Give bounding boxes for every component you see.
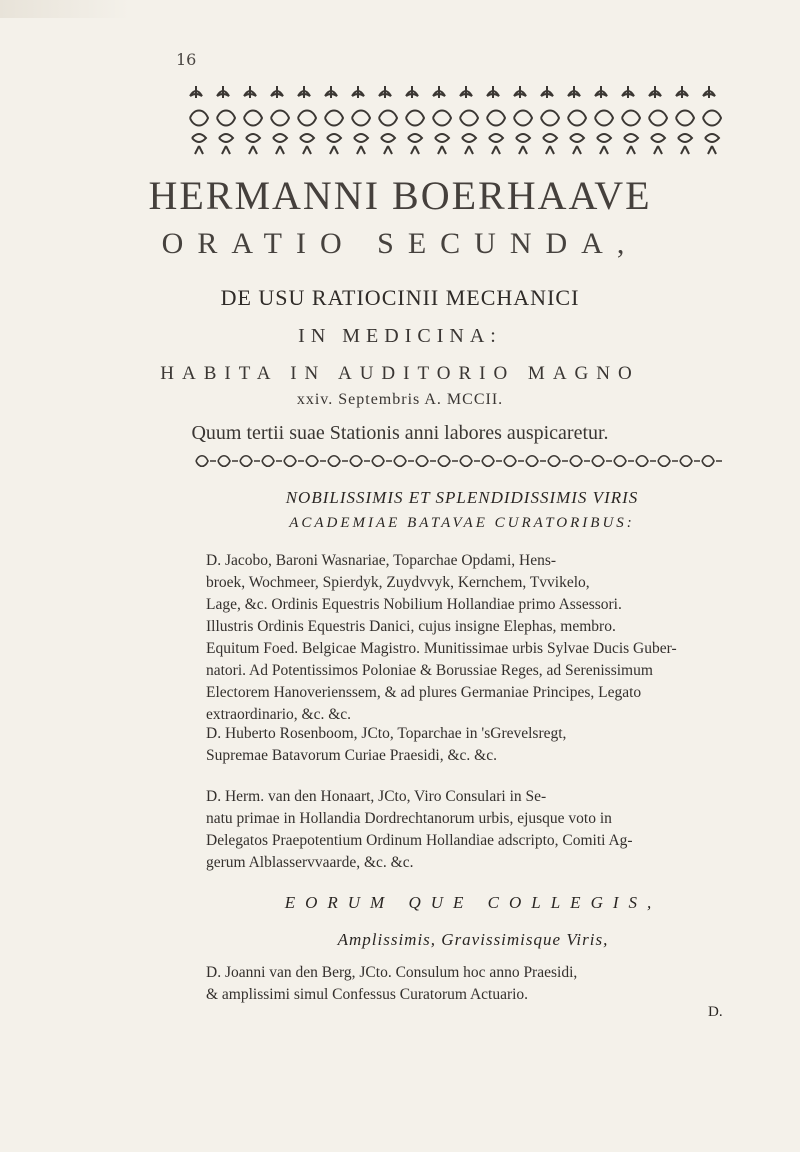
ornament-scroll (703, 111, 721, 126)
divider-motif (394, 456, 414, 467)
divider-motif (592, 456, 612, 467)
ornament-tick (492, 146, 500, 154)
ornament-sprig (514, 86, 526, 98)
ornament-loop (273, 134, 287, 142)
divider-motif (416, 456, 436, 467)
ornament-loop (246, 134, 260, 142)
divider-motif (636, 456, 656, 467)
ornament-scroll (217, 111, 235, 126)
divider-motif (262, 456, 282, 467)
ornament-scroll (190, 111, 208, 126)
dedication-heading: NOBILISSIMIS ET SPLENDIDISSIMIS VIRIS (285, 488, 639, 507)
ornament-sprig (190, 86, 202, 98)
divider-motif (372, 456, 392, 467)
ornament-scroll (460, 111, 478, 126)
ornament-tick (600, 146, 608, 154)
divider-motif (702, 456, 722, 467)
ornament-tick (654, 146, 662, 154)
title-in-medicina: IN MEDICINA: (298, 325, 502, 347)
ornament-tick (708, 146, 716, 154)
date-line: xxiv. Septembris A. MCCII. (296, 391, 504, 408)
ornament-tick (276, 146, 284, 154)
ornament-scroll (514, 111, 532, 126)
ornament-scroll (568, 111, 586, 126)
divider-motif (680, 456, 700, 467)
ornament-loop (192, 134, 206, 142)
dedicatee-paragraph-4 (206, 962, 740, 1006)
ornament-loop (516, 134, 530, 142)
ornament-sprig (487, 86, 499, 98)
ornament-sprig (622, 86, 634, 98)
ornament-scroll (433, 111, 451, 126)
ornament-tick (195, 146, 203, 154)
amplissimis-heading: Amplissimis, Gravissimisque Viris, (337, 930, 609, 949)
text-line: extraordinario, &c. &c. (206, 706, 352, 723)
ornament-scroll (298, 111, 316, 126)
ornament-tick (465, 146, 473, 154)
ornament-loop (489, 134, 503, 142)
title-oratio: ORATIO SECUNDA, (161, 227, 639, 260)
divider-motif (658, 456, 678, 467)
text-line: D. Herm. van den Honaart, JCto, Viro Consulari in Se- (206, 788, 547, 805)
divider-motif (548, 456, 568, 467)
divider-motif (504, 456, 524, 467)
catchword: D. (708, 1004, 723, 1020)
ornament-sprig (595, 86, 607, 98)
ornament-loop (543, 134, 557, 142)
ornament-sprig (217, 86, 229, 98)
dedicatee-paragraph-3 (206, 786, 740, 874)
dedicatee-paragraph-1 (206, 550, 740, 726)
text-line: Illustris Ordinis Equestris Danici, cujus insigne Elephas, membro. (206, 618, 616, 635)
ornament-sprig (271, 86, 283, 98)
ornament-scroll (622, 111, 640, 126)
text-line: & amplissimi simul Confessus Curatorum Actuario. (206, 986, 529, 1003)
title-author: HERMANNI BOERHAAVE (148, 173, 652, 218)
ornament-sprig (379, 86, 391, 98)
ornament-loop (327, 134, 341, 142)
text-line: gerum Alblasservvaarde, &c. &c. (206, 854, 414, 871)
ornament-scroll (676, 111, 694, 126)
ornament-tick (330, 146, 338, 154)
ornament-tick (573, 146, 581, 154)
ornament-loop (462, 134, 476, 142)
ornament-tick (222, 146, 230, 154)
ornament-loop (381, 134, 395, 142)
divider-motif (240, 456, 260, 467)
ornament-sprig (460, 86, 472, 98)
title-subject: DE USU RATIOCINII MECHANICI (220, 285, 580, 310)
divider-motif (438, 456, 458, 467)
occasion-line: Quum tertii suae Stationis anni labores auspicaretur. (191, 422, 609, 444)
eorum-heading: EORUM QUE COLLEGIS, (284, 893, 662, 912)
ornament-loop (300, 134, 314, 142)
ornament-tick (303, 146, 311, 154)
divider-motif (570, 456, 590, 467)
divider-motif (284, 456, 304, 467)
ornament-loop (354, 134, 368, 142)
ornament-sprig (649, 86, 661, 98)
dedication-subheading: ACADEMIAE BATAVAE CURATORIBUS: (289, 515, 635, 531)
ornament-header-band (184, 78, 730, 158)
ornament-sprig (433, 86, 445, 98)
ornament-scroll (271, 111, 289, 126)
text-line: Lage, &c. Ordinis Equestris Nobilium Hollandiae primo Assessori. (206, 596, 622, 613)
ornament-tick (384, 146, 392, 154)
ornament-sprig (352, 86, 364, 98)
ornament-tick (627, 146, 635, 154)
ornament-sprig (676, 86, 688, 98)
divider-motif (460, 456, 480, 467)
ornament-scroll (352, 111, 370, 126)
divider-motif (218, 456, 238, 467)
ornament-loop (597, 134, 611, 142)
ornament-tick (411, 146, 419, 154)
divider-motif (482, 456, 502, 467)
text-line: broek, Wochmeer, Spierdyk, Zuydvvyk, Kernchem, Tvvikelo, (206, 574, 590, 591)
ornament-scroll (541, 111, 559, 126)
ornament-scroll (487, 111, 505, 126)
ornament-scroll (244, 111, 262, 126)
ornament-tick (546, 146, 554, 154)
divider-motif (196, 456, 216, 467)
ornament-scroll (595, 111, 613, 126)
text-line: Delegatos Praepotentium Ordinum Hollandiae adscripto, Comiti Ag- (206, 832, 633, 849)
ornament-loop (705, 134, 719, 142)
ornament-divider (192, 452, 730, 470)
ornament-loop (678, 134, 692, 142)
divider-motif (614, 456, 634, 467)
divider-motif (328, 456, 348, 467)
dedicatee-paragraph-2 (206, 723, 740, 767)
ornament-scroll (649, 111, 667, 126)
ornament-sprig (244, 86, 256, 98)
text-line: Equitum Foed. Belgicae Magistro. Munitissimae urbis Sylvae Ducis Guber- (206, 640, 677, 657)
ornament-loop (651, 134, 665, 142)
page-edge-shadow (0, 0, 130, 18)
ornament-sprig (703, 86, 715, 98)
ornament-tick (681, 146, 689, 154)
text-line: Electorem Hanoverienssem, & ad plures Germaniae Principes, Legato (206, 684, 642, 701)
ornament-sprig (568, 86, 580, 98)
habita-line: HABITA IN AUDITORIO MAGNO (160, 363, 640, 384)
ornament-loop (570, 134, 584, 142)
text-line: natu primae in Hollandia Dordrechtanorum urbis, ejusque voto in (206, 810, 612, 827)
ornament-loop (435, 134, 449, 142)
ornament-loop (408, 134, 422, 142)
ornament-sprig (298, 86, 310, 98)
text-line: D. Huberto Rosenboom, JCto, Toparchae in 'sGrevelsregt, (206, 725, 567, 742)
divider-motif (526, 456, 546, 467)
text-line: Supremae Batavorum Curiae Praesidi, &c. &c. (206, 747, 497, 764)
page-number: 16 (176, 50, 197, 69)
ornament-tick (357, 146, 365, 154)
text-line: D. Jacobo, Baroni Wasnariae, Toparchae Opdami, Hens- (206, 552, 557, 569)
ornament-tick (438, 146, 446, 154)
ornament-loop (219, 134, 233, 142)
ornament-sprig (325, 86, 337, 98)
ornament-sprig (406, 86, 418, 98)
ornament-tick (249, 146, 257, 154)
divider-motif (350, 456, 370, 467)
ornament-scroll (325, 111, 343, 126)
ornament-scroll (406, 111, 424, 126)
ornament-scroll (379, 111, 397, 126)
ornament-sprig (541, 86, 553, 98)
divider-motif (306, 456, 326, 467)
text-line: D. Joanni van den Berg, JCto. Consulum hoc anno Praesidi, (206, 964, 578, 981)
ornament-loop (624, 134, 638, 142)
text-line: natori. Ad Potentissimos Poloniae & Borussiae Reges, ad Serenissimum (206, 662, 653, 679)
ornament-tick (519, 146, 527, 154)
